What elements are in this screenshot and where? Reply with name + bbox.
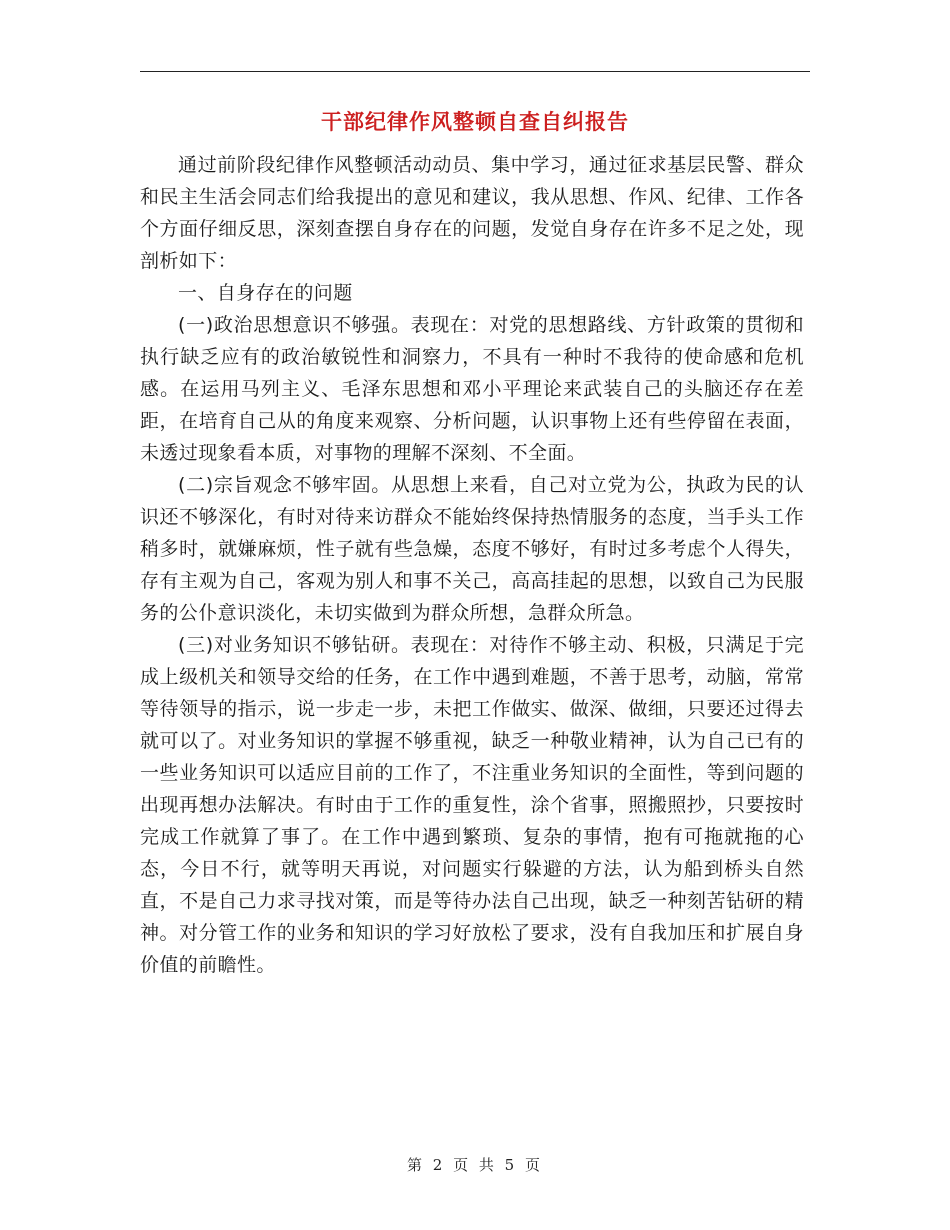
body-paragraph-business: (三)对业务知识不够钻研。表现在：对待作不够主动、积极，只满足于完成上级机关和领导交给的任务，在工作中遇到难题，不善于思考，动脑，常常等待领导的指示，说一步走一步，未把工作做实、做深、做细，只要还过得去就可以了。对业务知识的掌握不够重视，缺乏一种敬业精神，认为自己已有的一些业务知识可以适应目前的工作了，不注重业务知识的全面性，等到问题的出现再想办法解决。有时由于工作的重复性，涂个省事，照搬照抄，只要按时完成工作就算了事了。在工作中遇到繁琐、复杂的事情，抱有可拖就拖的心态，今日不行，就等明天再说，对问题实行躲避的方法，认为船到桥头自然直，不是自己力求寻找对策，而是等待办法自己出现，缺乏一种刻苦钻研的精神。对分管工作的业务和知识的学习好放松了要求，没有自我加压和扩展自身价值的前瞻性。 bbox=[140, 634, 804, 976]
intro-paragraph: 通过前阶段纪律作风整顿活动动员、集中学习，通过征求基层民警、群众和民主生活会同志们给我提出的意见和建议，我从思想、作风、纪律、工作各个方面仔细反思，深刻查摆自身存在的问题，发觉自身存在许多不足之处，现剖析如下： bbox=[140, 154, 804, 272]
page-number: 第 2 页 共 5 页 bbox=[407, 1156, 543, 1174]
header-rule bbox=[140, 71, 810, 72]
document-body bbox=[140, 149, 804, 981]
section-heading: 一、自身存在的问题 bbox=[178, 282, 353, 304]
body-paragraph-political: (一)政治思想意识不够强。表现在：对党的思想路线、方针政策的贯彻和执行缺乏应有的政治敏锐性和洞察力，不具有一种时不我待的使命感和危机感。在运用马列主义、毛泽东思想和邓小平理论来武装自己的头脑还存在差距，在培育自己从的角度来观察、分析问题，认识事物上还有些停留在表面，未透过现象看本质，对事物的理解不深刻、不全面。 bbox=[140, 314, 804, 464]
document-title: 干部纪律作风整顿自查自纠报告 bbox=[321, 109, 629, 134]
body-paragraph-purpose: (二)宗旨观念不够牢固。从思想上来看，自己对立党为公，执政为民的认识还不够深化，有时对待来访群众不能始终保持热情服务的态度，当手头工作稍多时，就嫌麻烦，性子就有些急燥，态度不够好，有时过多考虑个人得失，存有主观为自己，客观为别人和事不关己，高高挂起的思想，以致自己为民服务的公仆意识淡化，未切实做到为群众所想，急群众所急。 bbox=[140, 474, 804, 624]
